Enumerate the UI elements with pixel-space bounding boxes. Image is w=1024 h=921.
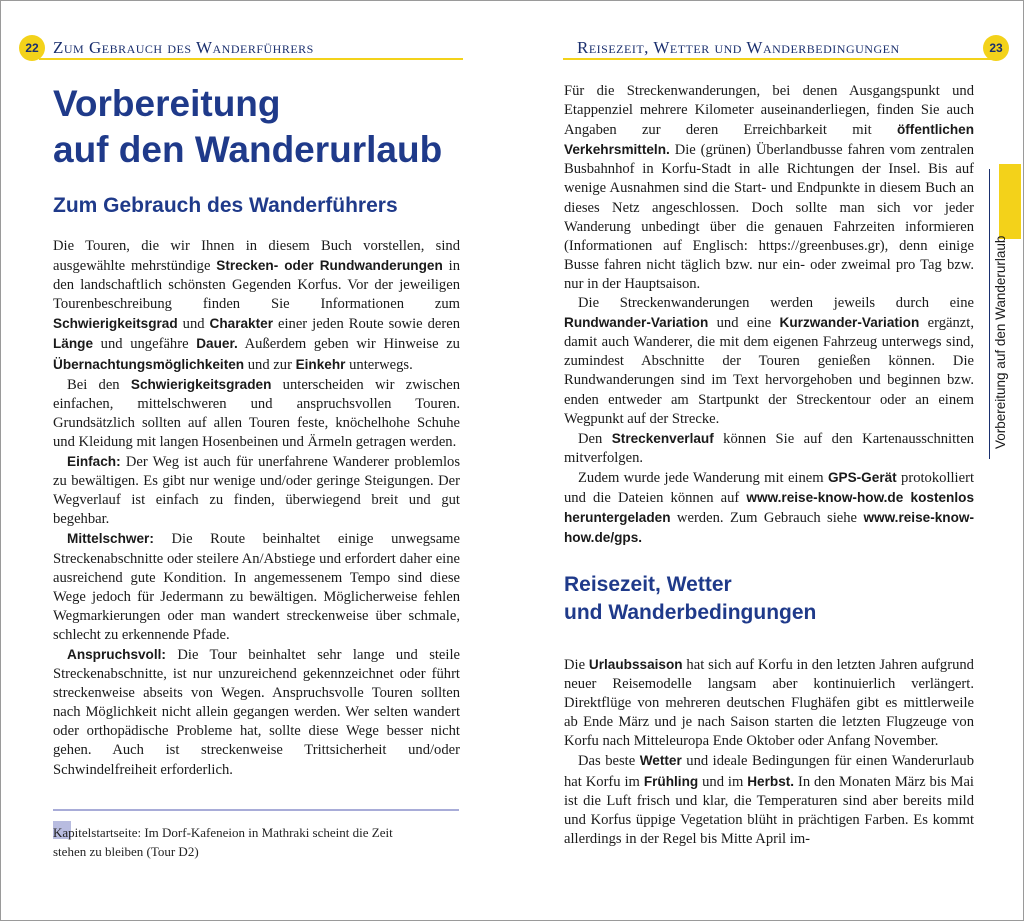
photo-caption <box>53 823 453 861</box>
header-rule <box>563 58 993 60</box>
right-body-text <box>564 82 974 548</box>
left-body-text <box>53 237 460 780</box>
paragraph: Die Streckenwanderungen werden jeweils durch eine Rundwander-Variation und eine Kurzwander-Variation ergänzt, damit auch Wanderer, die mit dem eigenen Fahrzeug unterwegs sind, zumindest Abschnitte der Touren genießen können. Die Rundwanderungen sind im Text hervorgehoben und beginnen bzw. enden entweder am Startpunkt der Streckentour oder an einem Wegpunkt auf der Strecke. <box>564 295 974 427</box>
section-heading-line1: Reisezeit, Wetter <box>564 573 732 596</box>
running-title: Reisezeit, Wetter und Wanderbedingungen <box>577 38 900 57</box>
paragraph: Bei den Schwierigkeitsgraden unterscheiden wir zwischen einfachen, mittelschweren und anspruchsvollen Touren. Grundsätzlich sollten auf allen Touren feste, knöchelhohe Schuhe und Kleidung mit langen Hosenbeinen und Ärmeln getragen werden. <box>53 376 460 450</box>
page-number: 23 <box>983 35 1009 61</box>
side-chapter-label: Vorbereitung auf den Wanderurlaub <box>993 235 1008 449</box>
caption-line1: Kapitelstartseite: Im Dorf-Kafeneion in Mathraki scheint die Zeit <box>53 825 393 840</box>
left-page-header <box>19 35 462 67</box>
section-heading-line2: und Wanderbedingungen <box>564 601 817 624</box>
right-page-header <box>563 35 1018 67</box>
paragraph: Das beste Wetter und ideale Bedingungen für einen Wanderurlaub hat Korfu im Frühling und im Herbst. In den Monaten März bis Mai ist die Luft frisch und klar, die Temperaturen sind aber bereits mild und Korfus üppige Vegetation blüht in prächtigen Farben. Es kommt allerdings in der Regel bis Mitte April im- <box>564 753 975 847</box>
paragraph: Den Streckenverlauf können Sie auf den Kartenausschnitten mitverfolgen. <box>564 430 974 466</box>
left-page <box>1 1 513 920</box>
section-heading: Zum Gebrauch des Wanderführers <box>53 194 398 217</box>
paragraph: Für die Streckenwanderungen, bei denen Ausgangspunkt und Etappenziel mehrere Kilometer auseinanderliegen, finden Sie auch Angaben zur deren Erreichbarkeit mit öffentlichen Verkehrsmitteln. Die (grünen) Überlandbusse fahren vom zentralen Busbahnhof in Korfu-Stadt in alle Richtungen der Insel. Bis auf wenige Ausnahmen sind die Start- und Endpunkte in diesem Buch an dieses Netz angeschlossen. Doch sollte man sich vor jeder Wanderung unbedingt über die genauen Fahrzeiten informieren (Informationen auf Englisch: https://greenbuses.gr), denn einige Busse fahren nicht täglich bzw. nur ein- oder zweimal pro Tag bzw. nur in der Hauptsaison. <box>564 83 974 292</box>
paragraph: Zudem wurde jede Wanderung mit einem GPS-Gerät protokolliert und die Dateien können auf www.reise-know-how.de kostenlos heruntergeladen werden. Zum Gebrauch siehe www.reise-know-how.de/gps. <box>564 469 975 546</box>
page-number: 22 <box>19 35 45 61</box>
chapter-heading <box>53 81 473 173</box>
paragraph: Anspruchsvoll: Die Tour beinhaltet sehr lange und steile Streckenabschnitte, ist nur unzureichend gekennzeichnet oder führt streckenweise abseits von Wegen. Anspruchsvolle Touren sollten nach Möglichkeit nicht allein gegangen werden. Wer selten wandert oder orthopädische Probleme hat, sollte diese Wege besser nicht gehen. Auch ist streckenweise Trittsicherheit und/oder Schwindelfreiheit erforderlich. <box>53 646 460 778</box>
chapter-heading-line1: Vorbereitung <box>53 83 281 124</box>
right-body-text-2 <box>564 655 974 849</box>
section-heading <box>564 571 974 627</box>
chapter-heading-line2: auf den Wanderurlaub <box>53 129 443 170</box>
header-rule <box>39 58 463 60</box>
right-page <box>513 1 1023 920</box>
side-rule <box>989 169 990 459</box>
caption-rule <box>53 809 459 811</box>
paragraph: Mittelschwer: Die Route beinhaltet einige unwegsame Streckenabschnitte oder steilere An/Abstiege und erfordert daher eine ausreichend gute Kondition. In angemessenem Tempo sind diese Wege jedoch für Jedermann zu bewältigen. Möglicherweise fehlen Wegmarkierungen oder man wandert streckenweise über schmale, schlecht zu erkennende Pfade. <box>53 531 460 643</box>
running-title: Zum Gebrauch des Wanderführers <box>53 38 314 57</box>
paragraph: Die Urlaubssaison hat sich auf Korfu in den letzten Jahren aufgrund neuer Reisemodelle langsam aber kontinuierlich verlängert. Direktflüge von mehreren deutschen Flughäfen gibt es mittlerweile ab Ende März und je nach Saison starten die letzten Flugzeuge von Korfu nach Mitteleuropa Ende Oktober oder Anfang November. <box>564 657 974 750</box>
paragraph: Die Touren, die wir Ihnen in diesem Buch vorstellen, sind ausgewählte mehrstündige Strecken- oder Rundwanderungen in den landschaftlich schönsten Gegenden Korfus. Vor der jeweiligen Tourenbeschreibung finden Sie Informationen zum Schwierigkeitsgrad und Charakter einer jeden Route sowie deren Länge und ungefähre Dauer. Außerdem geben wir Hinweise zu Übernachtungsmöglichkeiten und zur Einkehr unterwegs. <box>53 238 461 373</box>
paragraph: Einfach: Der Weg ist auch für unerfahrene Wanderer problemlos zu bewältigen. Es gibt nur wenige und/oder geringe Steigungen. Der Wegverlauf ist einfach zu finden, überwiegend breit und gut begehbar. <box>53 454 460 528</box>
caption-line2: stehen zu bleiben (Tour D2) <box>53 844 199 859</box>
